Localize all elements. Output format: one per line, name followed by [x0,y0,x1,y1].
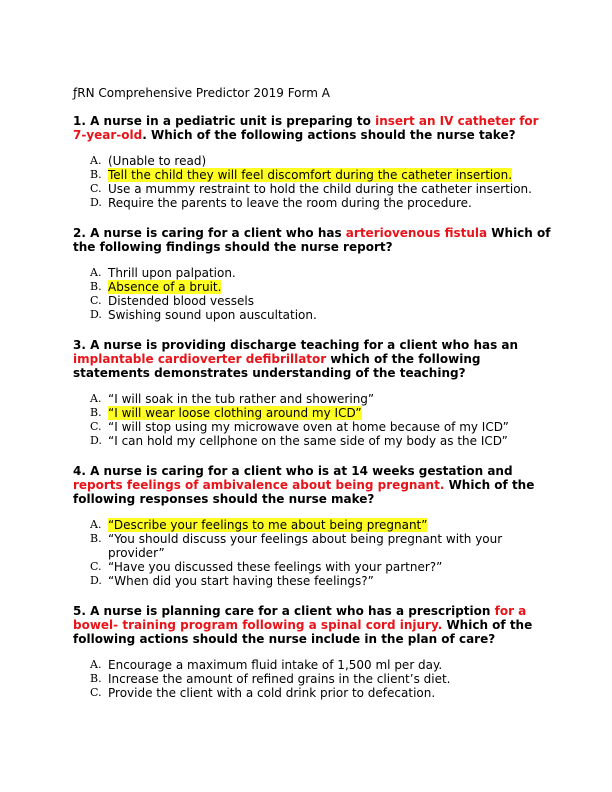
answer-option-b [73,280,553,294]
stem-emphasis: for a bowel- training program following a spinal cord injury. [73,604,527,632]
option-letter: B. [90,532,102,545]
answer-options [73,392,553,448]
answer-option-a [73,392,553,406]
answer-option-a [73,154,553,168]
option-letter: C. [90,420,102,433]
option-text: Thrill upon palpation. [108,266,236,280]
option-text: “You should discuss your feelings about being pregnant with your provider” [108,532,503,560]
option-letter: C. [90,182,102,195]
option-text: Require the parents to leave the room during the procedure. [108,196,472,210]
answer-option-b [73,168,553,182]
answer-option-d [73,574,553,588]
answer-option-a [73,266,553,280]
answer-options [73,658,553,700]
stem-emphasis: reports feelings of ambivalence about being pregnant. [73,478,445,492]
stem-text: Which of the following findings should the nurse report? [73,226,551,254]
question-1 [73,114,553,210]
answer-options [73,266,553,322]
option-letter: B. [90,168,102,181]
stem-text: 4. A nurse is caring for a client who is at 14 weeks gestation and [73,464,513,478]
question-stem [73,604,553,646]
option-text: Provide the client with a cold drink prior to defecation. [108,686,436,700]
highlighted-answer: Tell the child they will feel discomfort during the catheter insertion. [108,168,513,182]
option-text: “I will soak in the tub rather and showering” [108,392,375,406]
stem-text: Which of the following responses should the nurse make? [73,478,535,506]
option-text: “Have you discussed these feelings with your partner?” [108,560,443,574]
stem-text: . Which of the following actions should the nurse take? [142,128,516,142]
question-stem [73,114,553,142]
option-text: Increase the amount of refined grains in the client’s diet. [108,672,451,686]
answer-option-c [73,294,553,308]
stem-text: 1. A nurse in a pediatric unit is preparing to [73,114,376,128]
answer-option-c [73,420,553,434]
option-text: Swishing sound upon auscultation. [108,308,317,322]
option-letter: C. [90,560,102,573]
highlighted-answer: “Describe your feelings to me about being pregnant” [108,518,428,532]
answer-option-c [73,686,553,700]
option-letter: B. [90,672,102,685]
question-stem [73,464,553,506]
option-letter: A. [90,392,102,405]
option-letter: C. [90,294,102,307]
answer-options [73,154,553,210]
answer-option-b [73,672,553,686]
highlighted-answer: Absence of a bruit. [108,280,222,294]
option-text: Encourage a maximum fluid intake of 1,500 ml per day. [108,658,443,672]
option-letter: D. [90,434,102,447]
option-text: (Unable to read) [108,154,207,168]
answer-option-d [73,434,553,448]
highlighted-answer: “I will wear loose clothing around my ICD” [108,406,362,420]
answer-options [73,518,553,588]
question-4 [73,464,553,588]
question-stem [73,338,553,380]
stem-text: 5. A nurse is planning care for a client who has a prescription [73,604,495,618]
stem-text: which of the following statements demonstrates understanding of the teaching? [73,352,481,380]
option-text: Distended blood vessels [108,294,254,308]
option-letter: D. [90,574,102,587]
stem-text: Which of the following actions should the nurse include in the plan of care? [73,618,533,646]
question-5 [73,604,553,700]
option-letter: A. [90,154,102,167]
question-2 [73,226,553,322]
option-letter: B. [90,406,102,419]
question-stem [73,226,553,254]
stem-emphasis: insert an IV catheter for 7-year-old [73,114,539,142]
answer-option-c [73,560,553,574]
answer-option-a [73,518,553,532]
option-text: “I can hold my cellphone on the same side of my body as the ICD” [108,434,508,448]
option-text: Use a mummy restraint to hold the child during the catheter insertion. [108,182,532,196]
option-text: “I will stop using my microwave oven at home because of my ICD” [108,420,509,434]
question-3 [73,338,553,448]
answer-option-c [73,182,553,196]
stem-emphasis: arteriovenous fistula [345,226,488,240]
option-letter: A. [90,266,102,279]
option-text: “When did you start having these feelings?” [108,574,374,588]
answer-option-d [73,308,553,322]
answer-option-a [73,658,553,672]
stem-text: 2. A nurse is caring for a client who has [73,226,346,240]
option-letter: A. [90,658,102,671]
document-title: ƒRN Comprehensive Predictor 2019 Form A [73,86,330,100]
option-letter: C. [90,686,102,699]
answer-option-b [73,406,553,420]
answer-option-d [73,196,553,210]
option-letter: B. [90,280,102,293]
option-letter: A. [90,518,102,531]
option-letter: D. [90,196,102,209]
stem-text: 3. A nurse is providing discharge teaching for a client who has an [73,338,519,352]
answer-option-b [73,532,553,560]
stem-emphasis: implantable cardioverter defibrillator [73,352,327,366]
option-letter: D. [90,308,102,321]
